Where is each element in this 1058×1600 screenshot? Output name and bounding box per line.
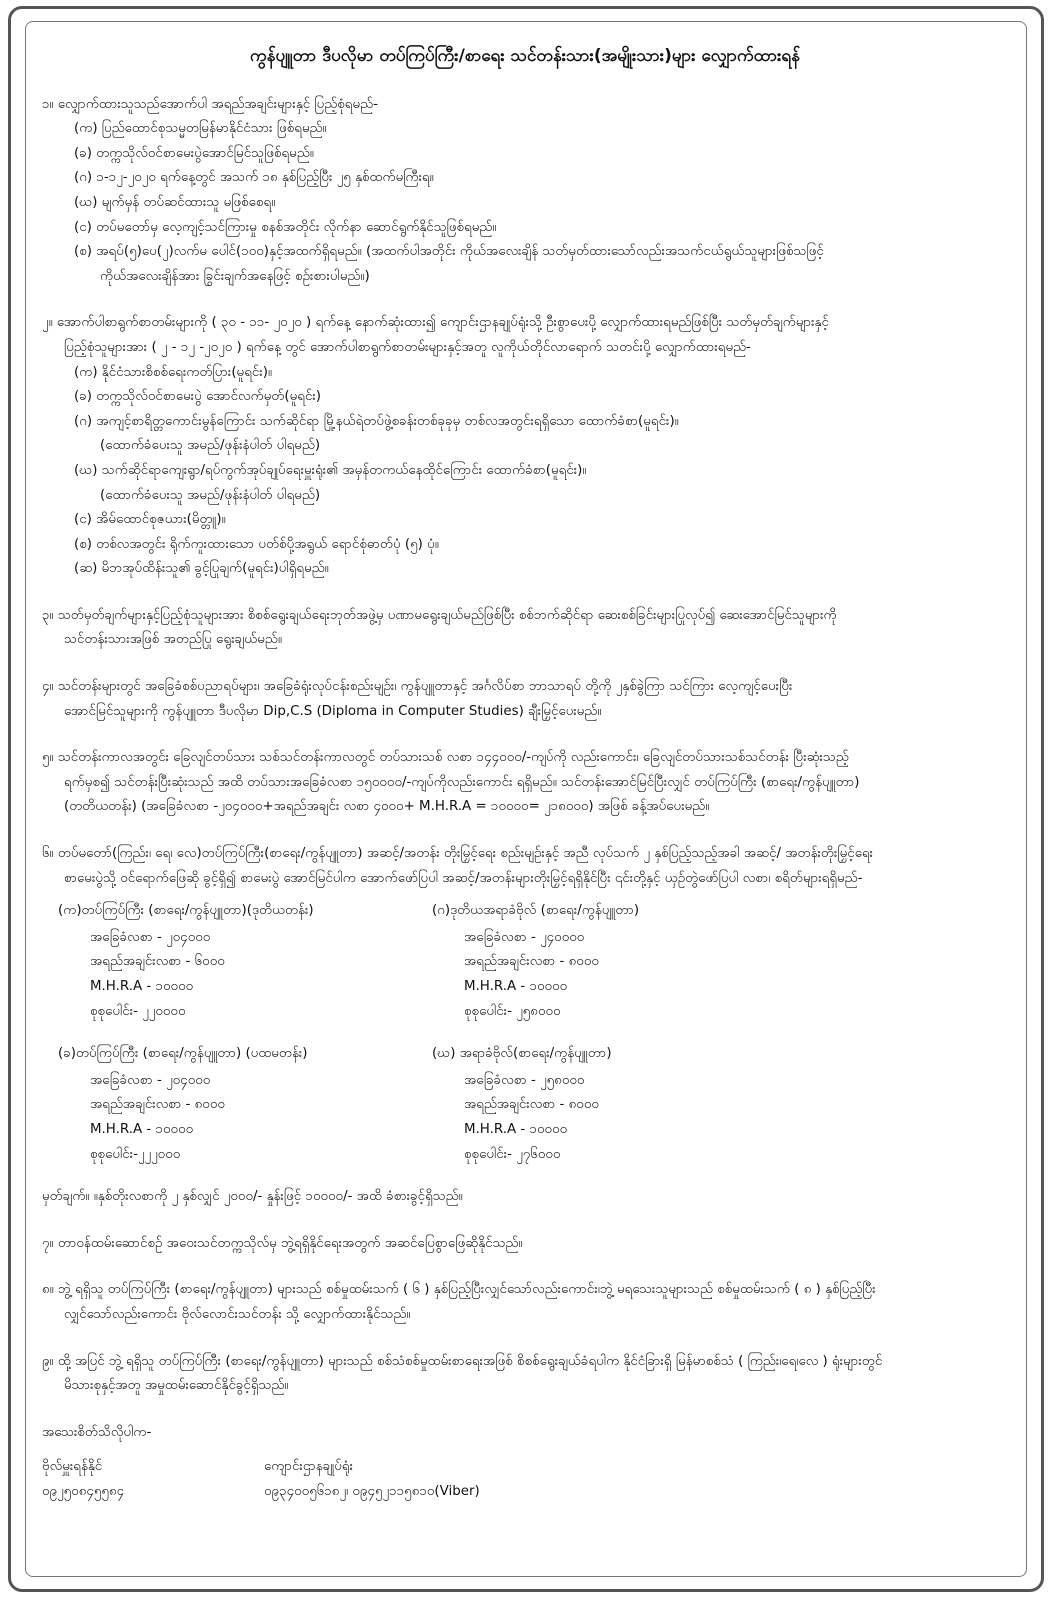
section-1-item: (က) ပြည်ထောင်စုသမ္မတမြန်မာနိုင်ငံသား ဖြစ်ရမည်။: [74, 121, 327, 137]
outer-frame: [8, 6, 1044, 1592]
pay-line: အရည်အချင်းလစာ - ၆၀၀၀: [90, 954, 225, 970]
section-2: [42, 311, 1008, 582]
section-5-cont: (တတိယတန်း) (အခြေခံလစာ -၂၀၄၀၀၀+အရည်အချင်း လစာ ၄၀၀၀+ M.H.R.A = ၁၀၀၀၀= ၂၁၈၀၀၀) အဖြစ် ခန့်အပ်ပေးမည်။: [64, 799, 710, 815]
pay-table: [432, 1042, 792, 1167]
contact-entry: [42, 1455, 264, 1504]
contact-heading: အသေးစိတ်သိလိုပါက-: [42, 1424, 152, 1440]
pay-line: အရည်အချင်းလစာ - ၈၀၀၀: [464, 954, 599, 970]
pay-line: အရည်အချင်းလစာ - ၈၀၀၀: [464, 1097, 599, 1113]
section-4: [42, 675, 1008, 724]
pay-table: [432, 899, 792, 1024]
section-3-cont: သင်တန်းသားအဖြစ် အတည်ပြု ရွေးချယ်မည်။: [64, 632, 282, 648]
section-6-cont: စာမေးပွဲသို့ ဝင်ရောက်ဖြေဆို ခွင့်ရှိ၍ စာမေးပွဲ အောင်မြင်ပါက အောက်ဖော်ပြပါ အဆင့်/အတန်းများတိုးမြှင့်ရရှိနိုင်ပြီး ၎င်းတို့နှင့် ယှဉ်တွဲဖော်ပြပါ လစာ၊ စရိတ်များရရှိမည်-: [64, 870, 863, 886]
note: [42, 1185, 1008, 1210]
contact-phone: ၀၉၂၅၀၈၄၅၅၈၄: [42, 1483, 125, 1499]
pay-table-heading: (ဃ) အရာခံဗိုလ်(စာရေး/ကွန်ပျူတာ): [432, 1046, 612, 1062]
section-2-intro: ၂။ အောက်ပါစာရွက်စာတမ်းများကို ( ၃၀ - ၁၁- ၂၀၂၀ ) ရက်နေ့ နောက်ဆုံးထား၍ ကျောင်းဌာနချုပ်ရုံးသို့ ဦးစွာပေးပို့ လျှောက်ထားရမည်ဖြစ်ပြီး သတ်မှတ်ချက်များနှင့်: [42, 315, 829, 331]
pay-line: အရည်အချင်းလစာ - ၈၀၀၀: [90, 1097, 225, 1113]
contact-row: [42, 1455, 1008, 1504]
section-4-cont: အောင်မြင်သူများကို ကွန်ပျူတာ ဒီပလိုမာ Dip,C.S (Diploma in Computer Studies) ချီးမြှင့်ပေးမည်။: [64, 703, 602, 719]
section-9-cont: မိသားစုနှင့်အတူ အမှုထမ်းဆောင်နိုင်ခွင့်ရှိသည်။: [64, 1378, 289, 1394]
section-1-item: (င) တပ်မတော်မှ လေ့ကျင့်သင်ကြားမှု စနစ်အတိုင်း လိုက်နာ ဆောင်ရွက်နိုင်သူဖြစ်ရမည်။: [74, 219, 497, 235]
section-2-item: (ဃ) သက်ဆိုင်ရာကျေးရွာ/ရပ်ကွက်အုပ်ချုပ်ရေးမှူးရုံး၏ အမှန်တကယ်နေထိုင်ကြောင်း ထောက်ခံစာ(မူရင်း)။: [74, 462, 587, 478]
section-2-item-note: (ထောက်ခံပေးသူ အမည်/ဖုန်းနံပါတ် ပါရမည်): [100, 438, 321, 454]
section-5-text: ၅။ သင်တန်းကာလအတွင်း ခြေလျင်တပ်သား သစ်သင်တန်းကာလတွင် တပ်သားသစ် လစာ ၁၄၄၀၀၀/-ကျပ်ကို လည်းကောင်း၊ ခြေလျင်တပ်သားသစ်သင်တန်း ပြီးဆုံးသည့်: [42, 750, 849, 766]
section-7-text: ၇။ တာဝန်ထမ်းဆောင်စဉ် အဝေးသင်တက္ကသိုလ်မှ ဘွဲ့ရရှိနိုင်ရေးအတွက် အဆင်ပြေစွာဖြေဆိုနိုင်သည်။: [42, 1235, 523, 1251]
section-9: [42, 1350, 1008, 1399]
pay-line: အခြေခံလစာ - ၂၅၈၀၀၀: [464, 1072, 585, 1088]
section-6: [42, 842, 1008, 891]
section-9-text: ၉။ ထို့ အပြင် ဘွဲ့ ရရှိသူ တပ်ကြပ်ကြီး (စာရေး/ကွန်ပျူတာ) များသည် စစ်သံစစ်မှုထမ်းစာရေးအဖြစ် စိစစ်ရွေးချယ်ခံရပါက နိုင်ငံခြားရှိ မြန်မာစစ်သံ ( ကြည်း၊ရေ၊လေ ) ရုံးများတွင်: [42, 1353, 883, 1369]
section-1-intro: ၁။ လျှောက်ထားသူသည်အောက်ပါ အရည်အချင်းများနှင့် ပြည့်စုံရမည်-: [42, 96, 378, 112]
pay-line: M.H.R.A - ၁၀၀၀၀: [464, 1121, 568, 1137]
pay-line: အခြေခံလစာ - ၂၀၄၀၀၀: [90, 929, 211, 945]
contact-entry: [264, 1455, 480, 1504]
pay-line: စုစုပေါင်း- ၂၅၈၀၀၀: [464, 1003, 561, 1019]
section-1-item: (ဂ) ၁-၁၂-၂၀၂၀ ရက်နေ့တွင် အသက် ၁၈ နှစ်ပြည့်ပြီး ၂၅ နှစ်ထက်မကြီးရ။: [74, 170, 434, 186]
pay-line: အခြေခံလစာ - ၂၄၀၀၀၀: [464, 929, 585, 945]
page-title: ကွန်ပျူတာ ဒီပလိုမာ တပ်ကြပ်ကြီး/စာရေး သင်တန်းသား(အမျိုးသား)များ လျှောက်ထားရန်: [250, 46, 800, 66]
section-1-item: (ဃ) မျက်မှန် တပ်ဆင်ထားသူ မဖြစ်စေရ။: [74, 194, 276, 210]
section-2-item: (ဂ) အကျင့်စာရိတ္တကောင်းမွန်ကြောင်း သက်ဆိုင်ရာ မြို့နယ်ရဲတပ်ဖွဲ့စခန်းတစ်ခုခုမှ တစ်လအတွင်းရရှိသော ထောက်ခံစာ(မူရင်း)။: [74, 413, 679, 429]
section-1-item-cont: ကိုယ်အလေးချိန်အား ခြွင်းချက်အနေဖြင့် စဉ်းစားပါမည်။): [100, 268, 370, 284]
document-body: [25, 21, 1027, 1577]
section-2-item: (စ) တစ်လအတွင်း ရိုက်ကူးထားသော ပတ်စ်ပို့အရွယ် ရောင်စုံဓာတ်ပုံ (၅) ပုံ။: [74, 536, 439, 552]
section-1: [42, 93, 1008, 290]
pay-row-2: [42, 1042, 1008, 1167]
section-2-item: (င) အိမ်ထောင်စုဇယား(မိတ္တူ)။: [74, 512, 226, 528]
pay-table-heading: (ဂ)ဒုတိယအရာခံဗိုလ် (စာရေး/ကွန်ပျူတာ): [432, 903, 640, 919]
contact-name: ဗိုလ်မှူးရန်နိုင်: [42, 1459, 103, 1475]
pay-table: [58, 1042, 418, 1167]
pay-table: [58, 899, 418, 1024]
pay-row-1: [42, 899, 1008, 1024]
pay-table-heading: (ခ)တပ်ကြပ်ကြီး (စာရေး/ကွန်ပျူတာ) (ပထမတန်း): [58, 1046, 308, 1062]
pay-table-heading: (က)တပ်ကြပ်ကြီး (စာရေး/ကွန်ပျူတာ)(ဒုတိယတန်း): [58, 903, 314, 919]
section-5: [42, 746, 1008, 820]
pay-line: M.H.R.A - ၁၀၀၀၀: [90, 979, 194, 994]
pay-line: အခြေခံလစာ - ၂၀၄၀၀၀: [90, 1072, 211, 1088]
pay-line: M.H.R.A - ၁၀၀၀၀: [90, 1121, 194, 1137]
section-3: [42, 604, 1008, 653]
section-8-text: ၈။ ဘွဲ့ ရရှိသူ တပ်ကြပ်ကြီး (စာရေး/ကွန်ပျူတာ) များသည် စစ်မှုထမ်းသက် ( ၆ ) နှစ်ပြည့်ပြီးလျှင်သော်လည်းကောင်း၊ဘွဲ့ မရသေးသူများသည် စစ်မှုထမ်းသက် ( ၈ ) နှစ်ပြည့်ပြီး: [42, 1282, 876, 1298]
pay-line: စုစုပေါင်း-၂၂၂၀၀၀: [90, 1146, 181, 1162]
section-2-item: (ခ) တက္ကသိုလ်ဝင်စာမေးပွဲ အောင်လက်မှတ်(မူရင်း): [74, 389, 322, 405]
pay-line: စုစုပေါင်း- ၂၂၀၀၀၀: [90, 1003, 186, 1019]
section-6-text: ၆။ တပ်မတော်(ကြည်း၊ ရေ၊ လေ)တပ်ကြပ်ကြီး(စာရေး/ကွန်ပျူတာ) အဆင့်/အတန်း တိုးမြှင့်ရေး စည်းမျဉ်းနှင့် အညီ လုပ်သက် ၂ နှစ်ပြည့်သည့်အခါ အဆင့်/ အတန်းတိုးမြှင့်ရေး: [42, 846, 874, 862]
contact-block: [42, 1421, 1008, 1505]
section-2-item: (က) နိုင်ငံသားစိစစ်ရေးကတ်ပြား(မူရင်း)။: [74, 364, 272, 380]
section-8-cont: လျှင်သော်လည်းကောင်း ဗိုလ်လောင်းသင်တန်း သို့ လျှောက်ထားနိုင်သည်။: [64, 1306, 411, 1322]
section-3-text: ၃။ သတ်မှတ်ချက်များနှင့်ပြည့်စုံသူများအား စိစစ်ရွေးချယ်ရေးဘုတ်အဖွဲ့မှ ပဏာမရွေးချယ်မည်ဖြစ်ပြီး စစ်ဘက်ဆိုင်ရာ ဆေးစစ်ခြင်းများပြုလုပ်၍ ဆေးအောင်မြင်သူများကို: [42, 607, 837, 623]
section-4-text: ၄။ သင်တန်းများတွင် အခြေခံစစ်ပညာရပ်များ၊ အခြေခံရုံးလုပ်ငန်းစည်းမျဉ်း၊ ကွန်ပျူတာနှင့် အင်္ဂလိပ်စာ ဘာသာရပ် တို့ကို ၂နှစ်ခွဲကြာ သင်ကြား လေ့ကျင့်ပေးပြီး: [42, 679, 793, 695]
contact-name: ကျောင်းဌာနချုပ်ရုံး: [264, 1459, 353, 1475]
pay-line: M.H.R.A - ၁၀၀၀၀: [464, 979, 568, 994]
section-2-item-note: (ထောက်ခံပေးသူ အမည်/ဖုန်းနံပါတ် ပါရမည်): [100, 487, 321, 503]
section-8: [42, 1278, 1008, 1327]
section-1-item: (စ) အရပ်(၅)ပေ(၂)လက်မ ပေါင်(၁၀၀)နှင့်အထက်ရှိရမည်။ (အထက်ပါအတိုင်း ကိုယ်အလေးချိန် သတ်မှတ်ထားသော်လည်းအသက်ငယ်ရွယ်သူများဖြစ်သဖြင့်: [74, 244, 824, 260]
section-2-intro-cont: ပြည့်စုံသူများအား ( ၂ - ၁၂ -၂၀၂၀ ) ရက်နေ့ တွင် အောက်ပါစာရွက်စာတမ်းများနှင့်အတူ လူကိုယ်တိုင်လာရောက် သတင်းပို့ လျှောက်ထားရမည်-: [64, 339, 751, 355]
note-text: မှတ်ချက်။ ။နှစ်တိုးလစာကို ၂ နှစ်လျှင် ၂၀၀၀/- နှုန်းဖြင့် ၁၀၀၀၀/- အထိ ခံစားခွင့်ရှိသည်။: [42, 1189, 463, 1205]
section-5-cont: ရက်မှစ၍ သင်တန်းပြီးဆုံးသည် အထိ တပ်သားအခြေခံလစာ ၁၅၀၀၀၀/-ကျပ်ကိုလည်းကောင်း ရရှိမည်။ သင်တန်းအောင်မြင်ပြီးလျှင် တပ်ကြပ်ကြီး (စာရေး/ကွန်ပျူတာ): [64, 774, 860, 790]
pay-line: စုစုပေါင်း- ၂၇၆၀၀၀: [464, 1146, 561, 1162]
contact-phone: ၀၉၃၄၀၀၅၆၁၈၂၊ ၀၉၄၅၂၁၁၅၈၁၀(Viber): [264, 1483, 480, 1499]
section-1-item: (ခ) တက္ကသိုလ်ဝင်စာမေးပွဲအောင်မြင်သူဖြစ်ရမည်။: [74, 145, 314, 161]
section-7: [42, 1232, 1008, 1257]
section-2-item: (ဆ) မိဘအုပ်ထိန်းသူ၏ ခွင့်ပြုချက်(မူရင်း)ပါရှိရမည်။: [74, 561, 329, 577]
